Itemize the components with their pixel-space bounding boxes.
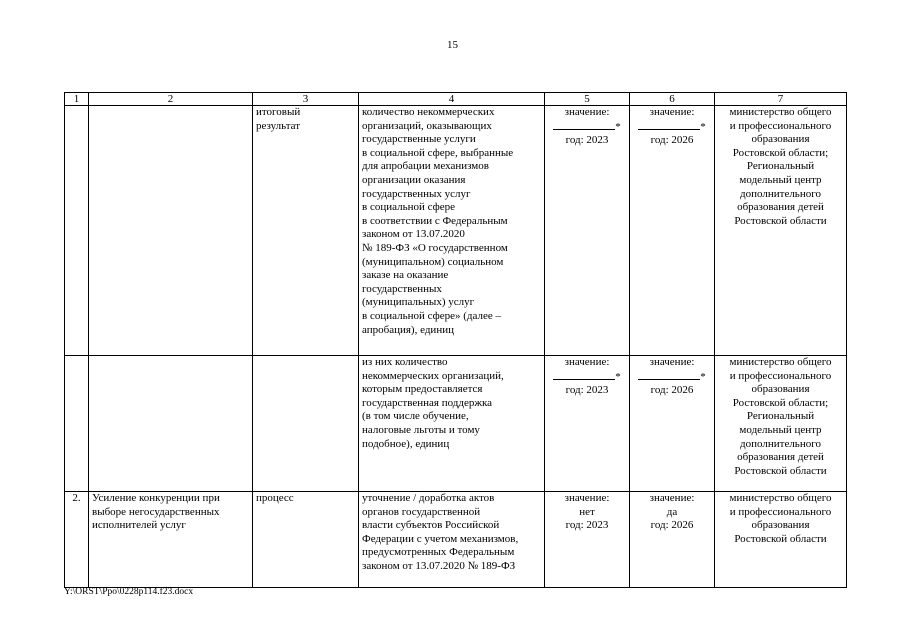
task-cell (89, 492, 253, 588)
text-line: дополнительного (740, 187, 821, 200)
footnote-star: * (700, 370, 706, 383)
table-row (65, 106, 847, 356)
text-line: законом от 13.07.2020 № 189-ФЗ (362, 559, 516, 572)
text-line: Ростовской области; (732, 146, 829, 159)
target-value-label: значение: (649, 492, 695, 504)
header-col-7: 7 (715, 93, 847, 106)
indicator-cell (359, 492, 545, 588)
target-value-label: значение: (649, 356, 695, 368)
text-line: в соответствии с Федеральным (362, 214, 508, 227)
base-value-label: значение: (564, 356, 610, 368)
text-line: налоговые льготы и тому (362, 423, 480, 436)
footer-file-path: Y:\ORST\Ppo\0228p114.f23.docx (64, 587, 194, 597)
base-value-label: значение: (564, 492, 610, 504)
text-line: подобное), единиц (362, 437, 450, 450)
row-number-cell: 2. (65, 492, 89, 588)
text-line: заказе на оказание (362, 269, 449, 282)
target-value-cell (630, 492, 715, 588)
text-line: власти субъектов Российской (362, 519, 500, 532)
target-year: год: 2026 (650, 519, 694, 532)
text-line: и профессионального (729, 369, 832, 382)
base-value-label: значение: (564, 106, 610, 118)
target-value-label: значение: (649, 106, 695, 118)
blank-line (638, 120, 700, 130)
text-line: модельный центр (739, 423, 822, 436)
header-col-3: 3 (253, 93, 359, 106)
text-line: Региональный (746, 160, 815, 173)
indicator-cell (359, 106, 545, 356)
indicator-cell (359, 356, 545, 492)
text-line: апробация), единиц (362, 323, 454, 336)
blank-line (638, 370, 700, 380)
text-line: Региональный (746, 410, 815, 423)
base-year: год: 2023 (565, 384, 609, 397)
text-line: образования (751, 133, 810, 146)
text-line: для апробации механизмов (362, 160, 489, 173)
base-value: нет (579, 505, 595, 518)
table-header-row (65, 93, 847, 106)
text-line: образования детей (737, 201, 824, 214)
text-line: (муниципальных) услуг (362, 296, 475, 309)
text-line: № 189-ФЗ «О государственном (362, 241, 508, 254)
text-line: (в том числе обучение, (362, 410, 469, 423)
text-line: уточнение / доработка актов (362, 492, 495, 504)
base-year: год: 2023 (565, 519, 609, 532)
text-line: и профессионального (729, 119, 832, 132)
target-value: да (666, 505, 678, 518)
result-type-cell (253, 356, 359, 492)
responsible-cell (715, 106, 847, 356)
table-row (65, 492, 847, 588)
footnote-star: * (615, 370, 621, 383)
row-number-cell (65, 106, 89, 356)
text-line: предусмотренных Федеральным (362, 546, 515, 559)
page-number: 15 (447, 39, 458, 51)
target-value-cell (630, 356, 715, 492)
text-line: выборе негосударственных (92, 505, 220, 518)
target-year: год: 2026 (650, 384, 694, 397)
header-col-1: 1 (65, 93, 89, 106)
text-line: государственных (362, 282, 442, 295)
text-line: Ростовской области (734, 214, 827, 227)
text-line: в социальной сфере (362, 201, 456, 214)
text-line: государственных услуг (362, 187, 471, 200)
text-line: модельный центр (739, 173, 822, 186)
header-col-2: 2 (89, 93, 253, 106)
text-line: и профессионального (729, 505, 832, 518)
text-line: государственные услуги (362, 133, 476, 146)
text-line: министерство общего (729, 492, 832, 504)
text-line: из них количество (362, 356, 448, 368)
text-line: количество некоммерческих (362, 106, 495, 118)
text-line: некоммерческих организаций, (362, 369, 504, 382)
text-line: органов государственной (362, 505, 481, 518)
target-year: год: 2026 (650, 134, 694, 147)
header-col-6: 6 (630, 93, 715, 106)
text-line: Ростовской области (734, 464, 827, 477)
table-row (65, 356, 847, 492)
task-cell (89, 356, 253, 492)
task-cell (89, 106, 253, 356)
base-value-cell (545, 106, 630, 356)
text-line: образования (751, 519, 810, 532)
text-line: Федерации с учетом механизмов, (362, 532, 519, 545)
footnote-star: * (615, 120, 621, 133)
text-line: дополнительного (740, 437, 821, 450)
text-line: образования (751, 383, 810, 396)
text-line: исполнителей услуг (92, 519, 186, 532)
text-line: (муниципальном) социальном (362, 255, 504, 268)
responsible-cell (715, 356, 847, 492)
text-line: которым предоставляется (362, 383, 483, 396)
text-line: министерство общего (729, 356, 832, 368)
base-year: год: 2023 (565, 134, 609, 147)
result-type-cell: итоговый результат (253, 106, 359, 356)
base-value-cell (545, 492, 630, 588)
text-line: в социальной сфере, выбранные (362, 146, 514, 159)
text-line: Ростовской области; (732, 396, 829, 409)
row-number-cell (65, 356, 89, 492)
target-value-cell (630, 106, 715, 356)
blank-line (553, 120, 615, 130)
text-line: организаций, оказывающих (362, 119, 492, 132)
base-value-cell (545, 356, 630, 492)
text-line: в социальной сфере» (далее – (362, 309, 502, 322)
text-line: Усиление конкуренции при (92, 492, 220, 504)
text-line: законом от 13.07.2020 (362, 228, 465, 241)
header-col-5: 5 (545, 93, 630, 106)
text-line: Ростовской области (734, 532, 827, 545)
responsible-cell (715, 492, 847, 588)
text-line: министерство общего (729, 106, 832, 118)
footnote-star: * (700, 120, 706, 133)
blank-line (553, 370, 615, 380)
text-line: образования детей (737, 451, 824, 464)
text-line: организации оказания (362, 173, 466, 186)
text-line: государственная поддержка (362, 396, 493, 409)
result-type-cell: процесс (253, 492, 359, 588)
indicators-table (64, 92, 847, 588)
header-col-4: 4 (359, 93, 545, 106)
